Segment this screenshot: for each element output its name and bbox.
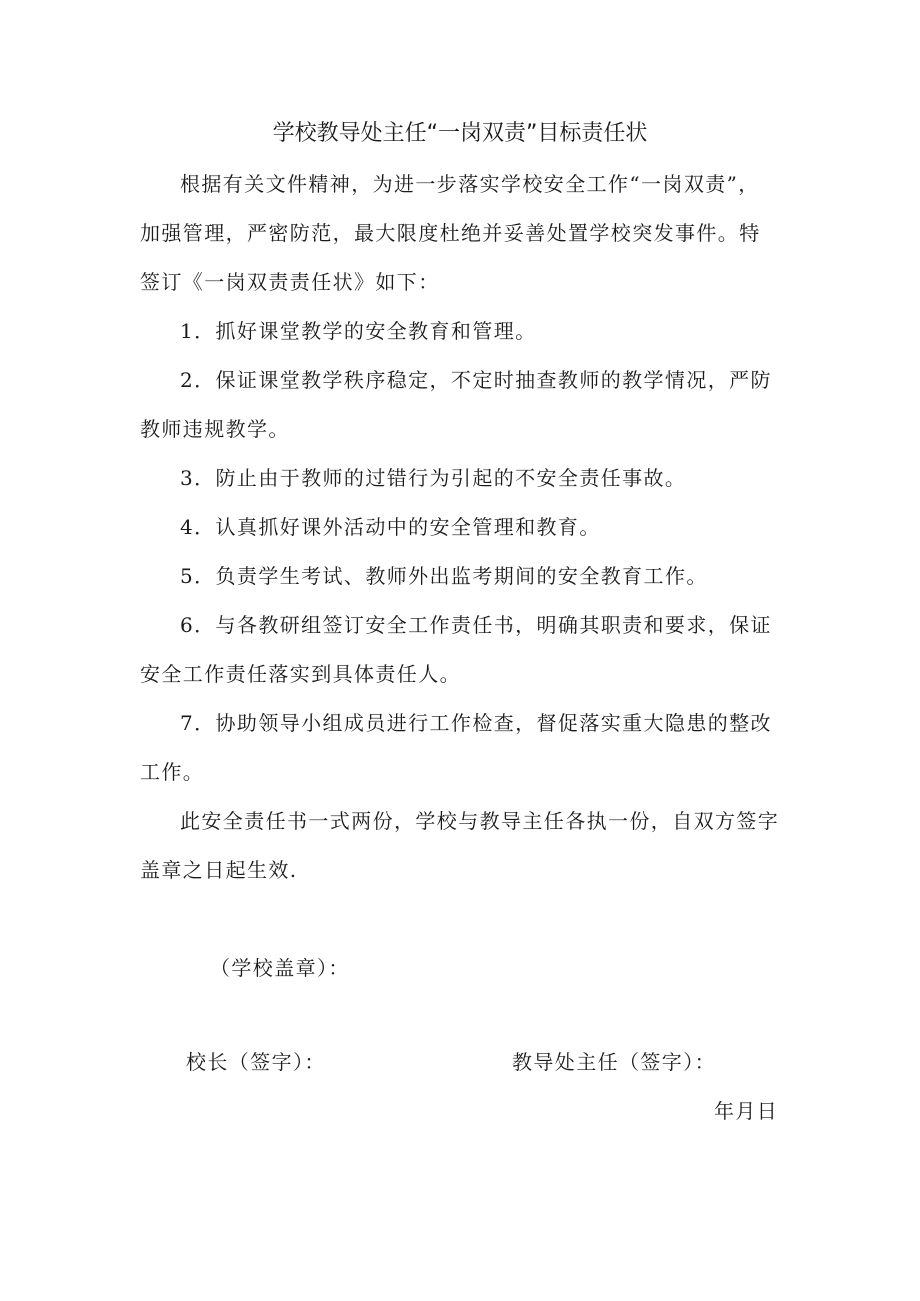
clause-4: 4．认真抓好课外活动中的安全管理和教育。 (180, 515, 601, 539)
document-body (140, 160, 780, 895)
clause-1: 1．抓好课堂教学的安全教育和管理。 (180, 319, 537, 343)
intro-paragraph: 根据有关文件精神，为进一步落实学校安全工作“一岗双责”，加强管理，严密防范，最大限度杜绝并妥善处置学校突发事件。特签订《一岗双责责任状》如下： (140, 172, 761, 294)
school-seal-label: （学校盖章）： (210, 956, 350, 980)
clause-3: 3．防止由于教师的过错行为引起的不安全责任事故。 (180, 466, 687, 490)
director-signature-label: 教导处主任（签字）： (512, 1050, 716, 1074)
principal-signature-label: 校长（签字）： (186, 1050, 326, 1074)
clause-2: 2．保证课堂教学秩序稳定，不定时抽查教师的教学情况，严防教师违规教学。 (140, 368, 772, 441)
clause-7: 7．协助领导小组成员进行工作检查，督促落实重大隐患的整改工作。 (140, 711, 772, 784)
date-label: 年月日 (714, 1099, 779, 1123)
document-title: 学校教导处主任“一岗双责”目标责任状 (272, 121, 648, 146)
closing-paragraph: 此安全责任书一式两份，学校与教导主任各执一份，自双方签字盖章之日起生效. (140, 809, 780, 882)
clause-5: 5．负责学生考试、教师外出监考期间的安全教育工作。 (180, 564, 708, 588)
clause-6: 6．与各教研组签订安全工作责任书，明确其职责和要求，保证安全工作责任落实到具体责任人。 (140, 613, 772, 686)
